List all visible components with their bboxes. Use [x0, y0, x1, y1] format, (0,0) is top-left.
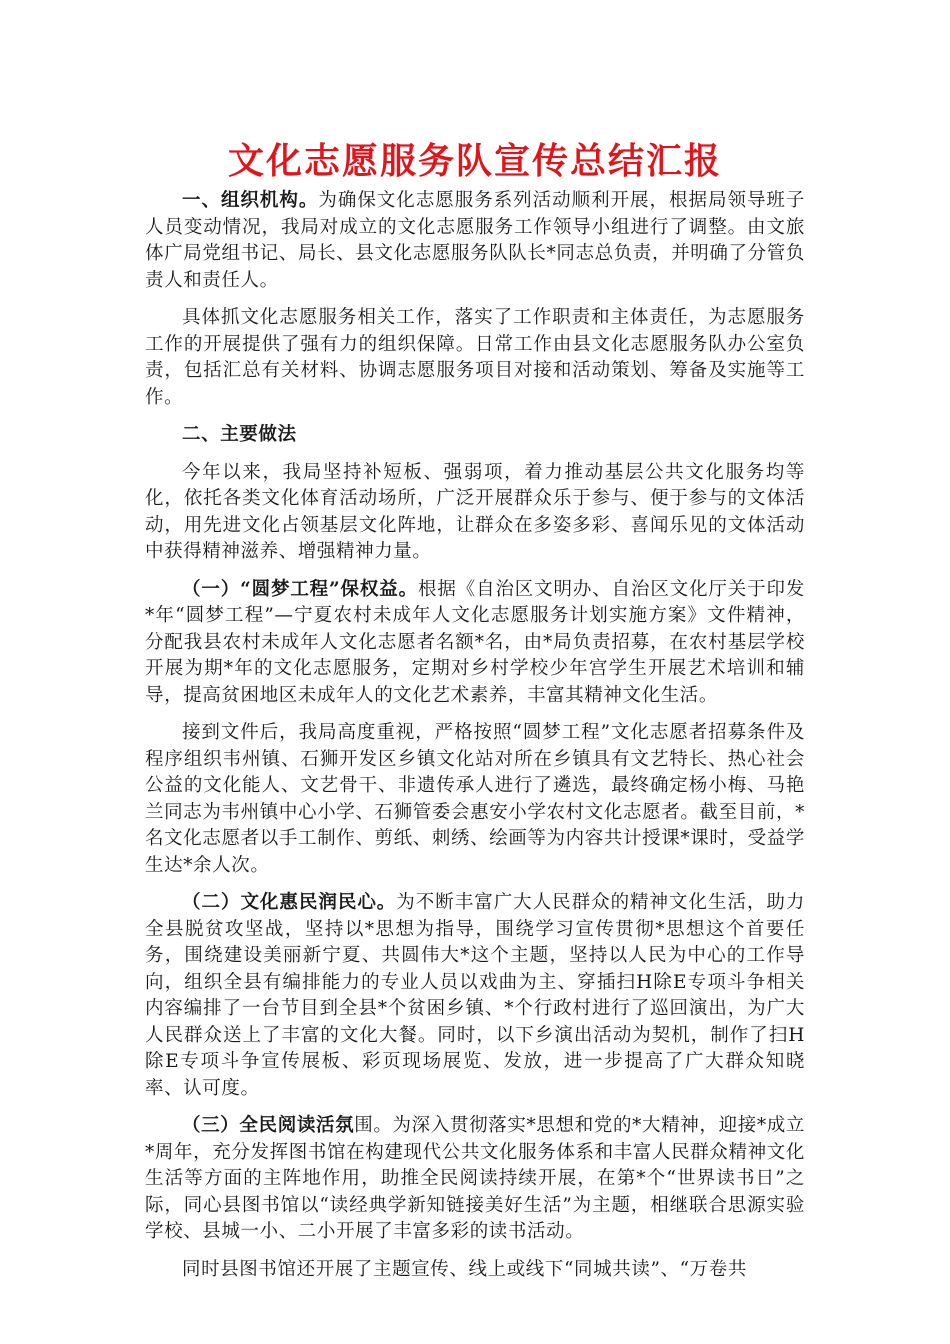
paragraph-text: 为确保文化志愿服务系列活动顺利开展，根据局领导班子人员变动情况，我局对成立的文化志愿服务工作领导小组进行了调整。由文旅体广局党组书记、局长、县文化志愿服务队队长*同志总负责，并明确了分管负责人和责任人。	[145, 190, 805, 291]
paragraph-lead: 一、组织机构。	[182, 190, 319, 211]
paragraph-text: 接到文件后，我局高度重视，严格按照“圆梦工程”文化志愿者招募条件及程序组织韦州镇、石狮开发区乡镇文化站对所在乡镇具有文艺特长、热心社会公益的文化能人、文艺骨干、非遗传承人进行了遴选，最终确定杨小梅、马艳兰同志为韦州镇中心小学、石狮管委会惠安小学农村文化志愿者。截至目前，*名文化志愿者以手工制作、剪纸、刺绣、绘画等为内容共计授课*课时，受益学生达*余人次。	[145, 722, 805, 876]
paragraph-lead: （三）全民阅读活氛	[182, 1115, 355, 1136]
paragraph-volunteer-selection	[145, 720, 805, 879]
paragraph-cultural-benefit	[145, 890, 805, 1102]
document-body	[145, 188, 805, 1294]
paragraph-reading	[145, 1113, 805, 1246]
paragraph-organization	[145, 188, 805, 294]
paragraph-text: 同时县图书馆还开展了主题宣传、线上或线下“同城共读”、“万卷共	[182, 1258, 747, 1280]
paragraph-responsibility	[145, 305, 805, 411]
paragraph-text: 根据《自治区文明办、自治区文化厅关于印发*年“圆梦工程”—宁夏农村未成年人文化志愿服务计划实施方案》文件精神，分配我县农村未成年人文化志愿者名额*名，由*局负责招募，在农村基层学校开展为期*年的文化志愿服务，定期对乡村学校少年宫学生开展艺术培训和辅导，提高贫困地区未成年人的文化艺术素养，丰富其精神文化生活。	[145, 578, 805, 706]
paragraph-lead: （一）“圆梦工程”保权益。	[182, 578, 418, 600]
paragraph-text: 围。为深入贯彻落实*思想和党的*大精神，迎接*成立*周年，充分发挥图书馆在构建现代公共文化服务体系和丰富人民群众精神文化生活等方面的主阵地作用，助推全民阅读持续开展，在第*个“世界读书日”之际，同心县图书馆以“读经典学新知链接美好生活”为主题，相继联合思源实验学校、县城一小、二小开展了丰富多彩的读书活动。	[145, 1115, 805, 1242]
paragraph-dream-project	[145, 577, 805, 710]
section-heading-main-practices: 二、主要做法	[182, 424, 297, 445]
paragraph-lead: （二）文化惠民润民心。	[182, 892, 397, 913]
paragraph-text: 为不断丰富广大人民群众的精神文化生活，助力全县脱贫攻坚战，坚持以*思想为指导，围绕学习宣传贯彻*思想这个首要任务，围绕建设美丽新宁夏、共圆伟大*这个主题，坚持以人民为中心的工作导向，组织全县有编排能力的专业人员以戏曲为主、穿插扫H除E专项斗争相关内容编排了一台节目到全县*个贫困乡镇、*个行政村进行了巡回演出，为广大人民群众送上了丰富的文化大餐。同时，以下乡演出活动为契机，制作了扫H除E专项斗争宣传展板、彩页现场展览、发放，进一步提高了广大群众知晓率、认可度。	[145, 892, 805, 1099]
paragraph-library-activities	[145, 1257, 805, 1284]
paragraph-overview	[145, 460, 805, 566]
paragraph-text: 具体抓文化志愿服务相关工作，落实了工作职责和主体责任，为志愿服务工作的开展提供了强有力的组织保障。日常工作由县文化志愿服务队办公室负责，包括汇总有关材料、协调志愿服务项目对接和活动策划、筹备及实施等工作。	[145, 307, 805, 408]
paragraph-text: 今年以来，我局坚持补短板、强弱项，着力推动基层公共文化服务均等化，依托各类文化体育活动场所，广泛开展群众乐于参与、便于参与的文体活动，用先进文化占领基层文化阵地，让群众在多姿多彩、喜闻乐见的文体活动中获得精神滋养、增强精神力量。	[145, 461, 805, 562]
document-title: 文化志愿服务队宣传总结汇报	[227, 140, 722, 182]
